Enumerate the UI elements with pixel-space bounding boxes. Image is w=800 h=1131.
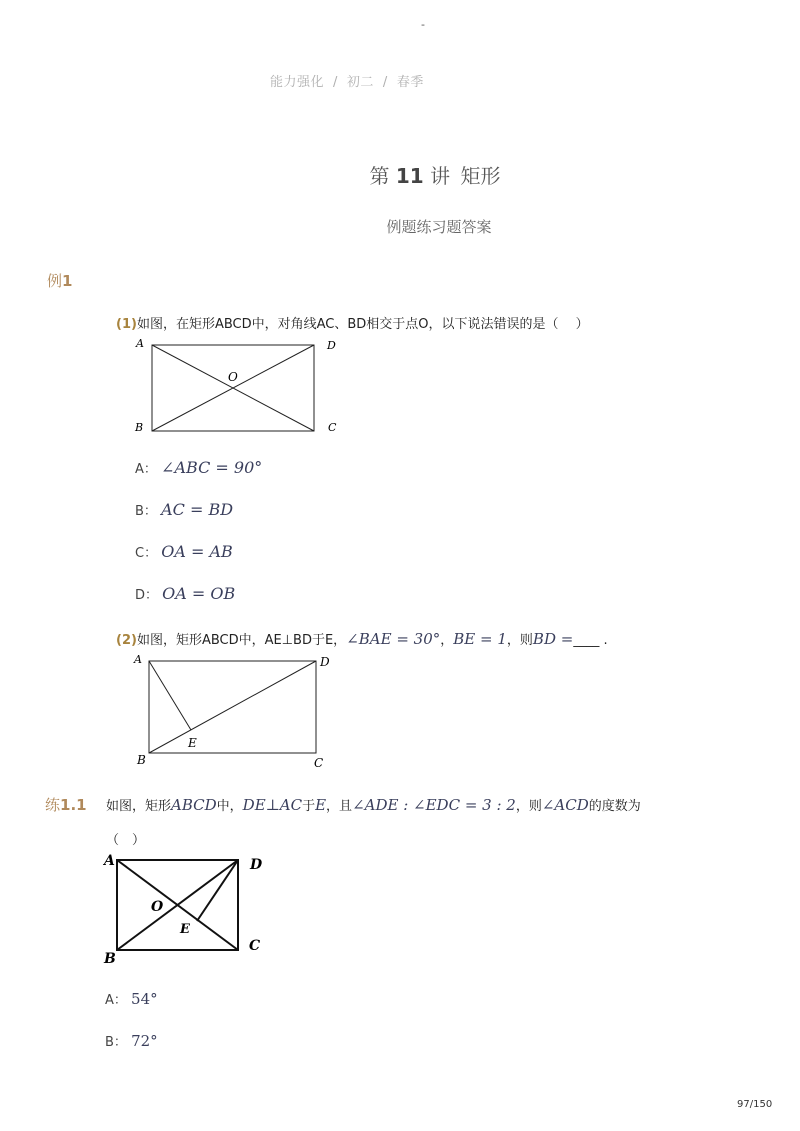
figure-2-label-c: C [314, 756, 324, 770]
option-key: A： [135, 462, 157, 477]
question-2-number: (2) [116, 633, 137, 648]
option-d[interactable] [135, 584, 235, 603]
option-key: B： [135, 504, 157, 519]
breadcrumb [270, 71, 424, 90]
question-1-number: (1) [116, 317, 137, 332]
figure-1-label-b: B [135, 421, 144, 434]
practice-expression: ∠ADE : ∠EDC = 3 : 2 [352, 796, 516, 814]
practice-expression: ∠ACD [541, 796, 589, 814]
figure-3-label-b: B [104, 951, 116, 967]
answer-blank[interactable]: ____ [573, 633, 600, 648]
example-label [47, 270, 72, 291]
option-key: C： [135, 546, 158, 561]
practice-expression: DE⊥AC [242, 796, 303, 814]
figure-3-label-c: C [249, 938, 261, 954]
breadcrumb-separator: / [382, 75, 388, 90]
question-2 [116, 629, 608, 648]
figure-2-label-e: E [188, 736, 197, 750]
figure-rectangle-2 [130, 651, 350, 771]
example-label-prefix: 例 [47, 272, 63, 290]
practice-text: 如图，矩形 [106, 799, 172, 814]
figure-1-label-d: D [327, 339, 336, 352]
practice-text: 中， [216, 799, 243, 814]
practice-option-a[interactable] [105, 989, 158, 1008]
breadcrumb-separator: / [333, 75, 338, 90]
page-subtitle: 例题练习题答案 [386, 218, 492, 236]
breadcrumb-item: 初二 [346, 75, 374, 90]
option-a[interactable] [135, 458, 262, 477]
practice-paren: （ ） [106, 833, 146, 848]
option-expression: 54° [131, 990, 158, 1008]
option-key: B： [105, 1035, 127, 1050]
title-name: 矩形 [460, 164, 501, 188]
figure-2-label-d: D [320, 655, 330, 669]
option-key: D： [135, 588, 159, 603]
practice-text: 的度数为 [588, 799, 641, 814]
question-2-expression: BD = [532, 630, 574, 648]
title-number: 11 [395, 164, 424, 188]
question-1-text: 如图，在矩形ABCD中，对角线AC、BD相交于点O，以下说法错误的是（ ） [136, 317, 589, 332]
practice-label-num: 1.1 [60, 796, 87, 814]
practice-expression: E [315, 796, 327, 814]
breadcrumb-item: 春季 [396, 75, 424, 90]
figure-2-label-a: A [134, 653, 142, 666]
option-expression: AC = BD [161, 500, 234, 519]
question-2-expression: ∠BAE = 30° [346, 630, 441, 648]
option-expression: OA = AB [161, 542, 233, 561]
question-2-text: . [603, 633, 608, 648]
page-title [0, 160, 800, 189]
option-expression: OA = OB [162, 584, 236, 603]
figure-rectangle-3 [100, 850, 280, 970]
practice-text: ，且 [326, 799, 353, 814]
practice-label [45, 794, 87, 815]
figure-3-label-d: D [250, 857, 263, 873]
option-b[interactable] [135, 500, 233, 519]
option-expression: 72° [131, 1032, 158, 1050]
practice-option-b[interactable] [105, 1031, 158, 1050]
practice-label-prefix: 练 [45, 796, 61, 814]
practice-text: ，则 [515, 799, 542, 814]
title-middle: 讲 [430, 164, 451, 188]
figure-rectangle-1 [130, 336, 350, 436]
figure-2-perpendicular-ae [149, 661, 191, 730]
example-label-num: 1 [62, 272, 73, 290]
option-c[interactable] [135, 542, 233, 561]
practice-text: 于 [302, 799, 316, 814]
practice-question [106, 795, 641, 814]
page-number: 97/150 [737, 1099, 773, 1110]
option-expression: ∠ABC = 90° [161, 458, 263, 477]
figure-3-label-o: O [151, 899, 164, 915]
figure-2-diagonal-bd [149, 661, 316, 753]
question-2-text: 如图，矩形ABCD中，AE⊥BD于E， [136, 633, 347, 648]
figure-2-label-b: B [137, 753, 146, 767]
title-prefix: 第 [369, 164, 390, 188]
question-2-expression: BE = 1 [453, 630, 507, 648]
practice-expression: ABCD [171, 796, 217, 814]
question-2-text: ，则 [506, 633, 533, 648]
question-2-text: ， [440, 633, 454, 648]
option-key: A： [105, 993, 127, 1008]
header-dash: - [421, 18, 425, 31]
figure-1-label-a: A [136, 337, 144, 350]
figure-3-perpendicular-de [197, 860, 238, 921]
breadcrumb-item: 能力强化 [270, 75, 325, 90]
figure-1-label-o: O [228, 370, 238, 384]
figure-3-label-a: A [104, 853, 115, 869]
figure-1-label-c: C [328, 421, 337, 434]
figure-3-label-e: E [180, 922, 190, 937]
question-1 [116, 313, 589, 332]
